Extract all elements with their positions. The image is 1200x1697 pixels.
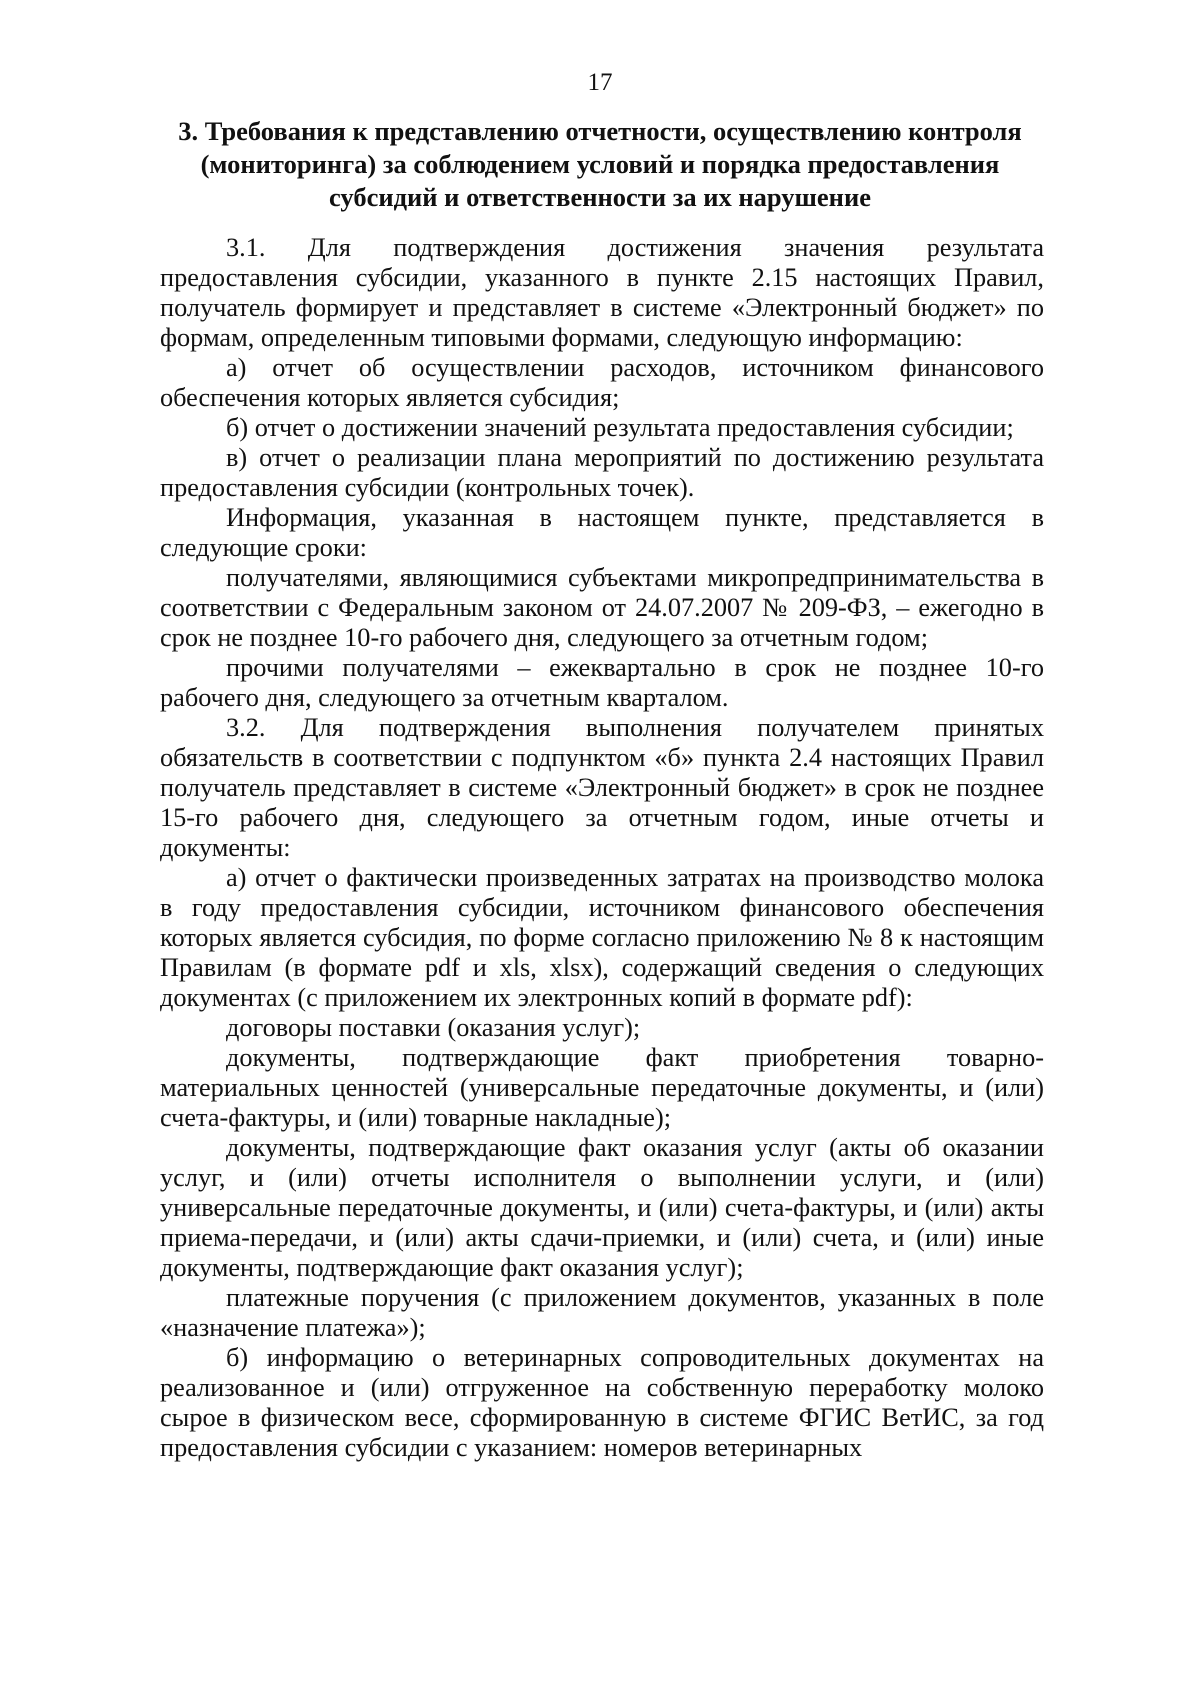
paragraph: а) отчет о фактически произведенных затратах на производство молока в году предоставления субсидии, источником финансового обеспечения которых является субсидия, по форме согласно приложению № 8 к настоящим Правилам (в формате pdf и xls, xlsx), содержащий сведения о следующих документах (с приложением их электронных копий в формате pdf):: [160, 863, 1044, 1012]
paragraph: а) отчет об осуществлении расходов, источником финансового обеспечения которых является субсидия;: [160, 353, 1044, 412]
paragraph: договоры поставки (оказания услуг);: [226, 1013, 641, 1042]
paragraph: 3.2. Для подтверждения выполнения получателем принятых обязательств в соответствии с подпунктом «б» пункта 2.4 настоящих Правил получатель представляет в системе «Электронный бюджет» в срок не позднее 15-го рабочего дня, следующего за отчетным годом, иные отчеты и документы:: [160, 713, 1044, 862]
paragraph: Информация, указанная в настоящем пункте, представляется в следующие сроки:: [160, 503, 1044, 562]
paragraph: получателями, являющимися субъектами микропредпринимательства в соответствии с Федеральным законом от 24.07.2007 № 209-ФЗ, – ежегодно в срок не позднее 10-го рабочего дня, следующего за отчетным годом;: [160, 563, 1044, 652]
paragraph: документы, подтверждающие факт приобретения товарно-материальных ценностей (универсальные передаточные документы, и (или) счета-фактуры, и (или) товарные накладные);: [160, 1043, 1044, 1132]
paragraph: 3.1. Для подтверждения достижения значения результата предоставления субсидии, указанного в пункте 2.15 настоящих Правил, получатель формирует и представляет в системе «Электронный бюджет» по формам, определенным типовыми формами, следующую информацию:: [160, 233, 1044, 352]
paragraph: б) отчет о достижении значений результата предоставления субсидии;: [226, 413, 1014, 442]
paragraph: платежные поручения (с приложением документов, указанных в поле «назначение платежа»);: [160, 1283, 1044, 1342]
paragraph: в) отчет о реализации плана мероприятий по достижению результата предоставления субсидии (контрольных точек).: [160, 443, 1044, 502]
paragraph: б) информацию о ветеринарных сопроводительных документах на реализованное и (или) отгруженное на собственную переработку молоко сырое в физическом весе, сформированную в системе ФГИС ВетИС, за год предоставления субсидии с указанием: номеров ветеринарных: [160, 1343, 1044, 1462]
document-body: [160, 233, 1044, 1463]
section-heading: 3. Требования к представлению отчетности, осуществлению контроля (мониторинга) за соблюдением условий и порядка предоставления субсидий и ответственности за их нарушение: [178, 116, 1022, 212]
paragraph: документы, подтверждающие факт оказания услуг (акты об оказании услуг, и (или) отчеты исполнителя о выполнении услуги, и (или) универсальные передаточные документы, и (или) счета-фактуры, и (или) акты приема-передачи, и (или) акты сдачи-приемки, и (или) счета, и (или) иные документы, подтверждающие факт оказания услуг);: [160, 1133, 1044, 1282]
page-number: 17: [587, 69, 613, 96]
paragraph: прочими получателями – ежеквартально в срок не позднее 10-го рабочего дня, следующего за отчетным кварталом.: [160, 653, 1044, 712]
